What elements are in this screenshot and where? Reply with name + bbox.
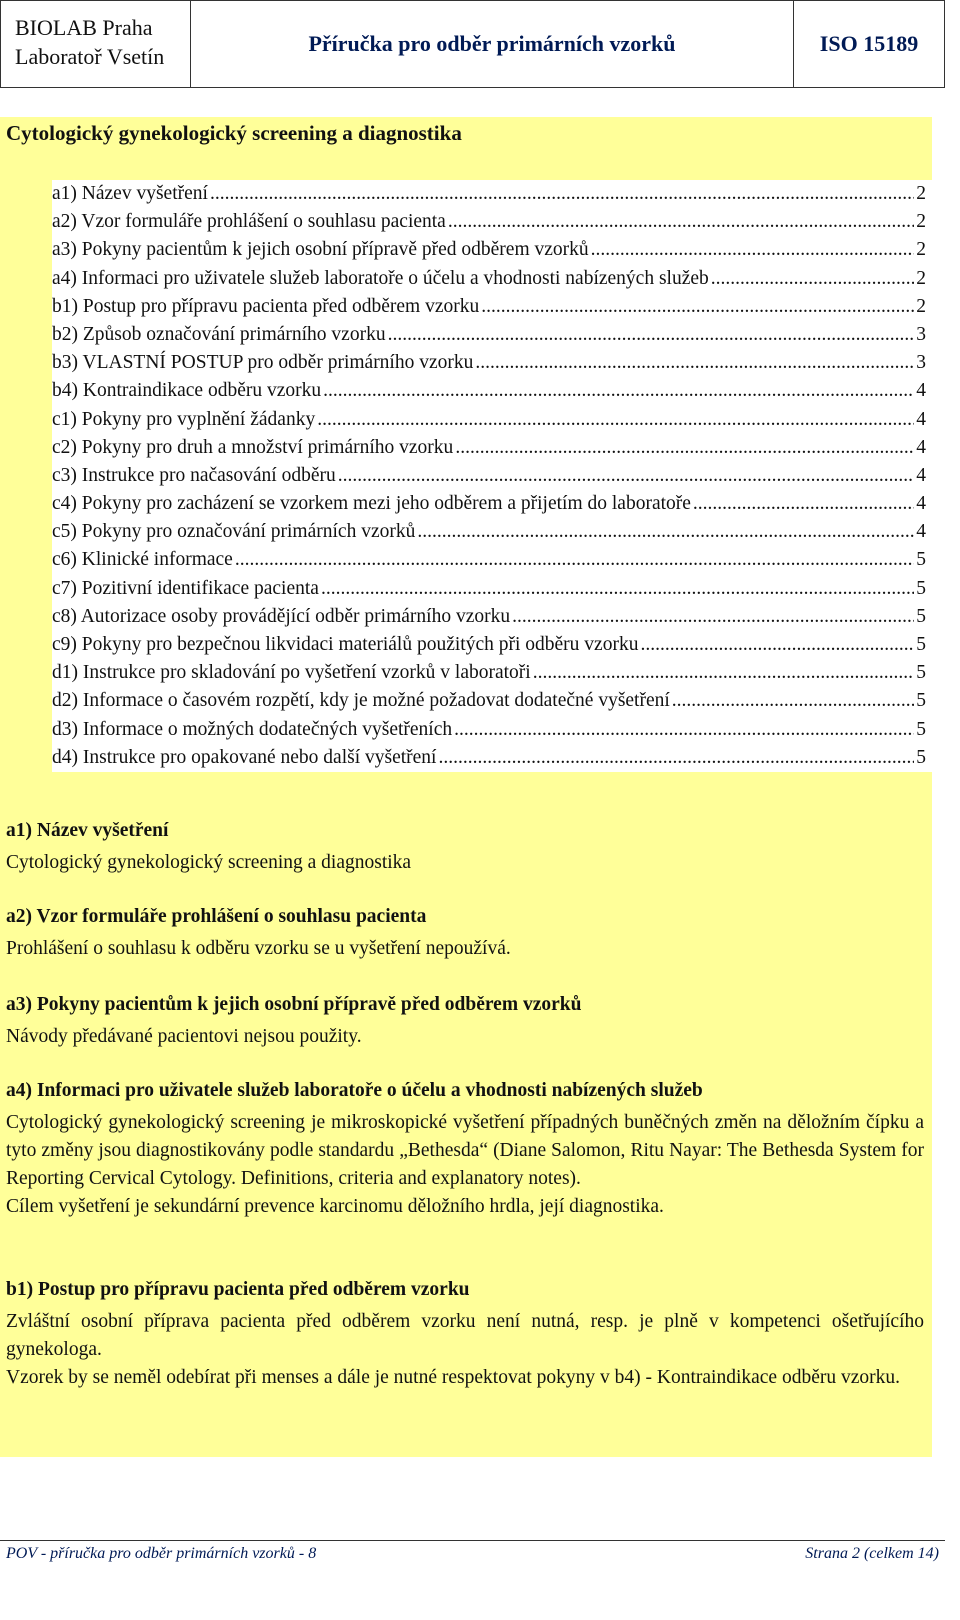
toc-item[interactable] — [52, 236, 932, 264]
toc-item[interactable] — [52, 687, 932, 715]
toc-item-page: 4 — [916, 493, 926, 515]
toc-item[interactable] — [52, 349, 932, 377]
toc-leader-dots — [454, 716, 914, 744]
toc-leader-dots — [591, 236, 914, 264]
toc-item[interactable] — [52, 293, 932, 321]
toc-leader-dots — [711, 265, 914, 293]
toc-leader-dots — [640, 631, 914, 659]
toc-item[interactable] — [52, 744, 932, 772]
toc-item[interactable] — [52, 716, 932, 744]
content-area — [0, 117, 932, 1457]
toc-item[interactable] — [52, 265, 932, 293]
toc-leader-dots — [481, 293, 914, 321]
section-a3 — [6, 991, 924, 1051]
toc-item-page: 5 — [916, 690, 926, 712]
toc-item-page: 5 — [916, 662, 926, 684]
toc-item-label: c6) Klinické informace — [52, 549, 233, 571]
heading-a2: a2) Vzor formuláře prohlášení o souhlasu pacienta — [6, 906, 427, 927]
text-b1-1: Zvláštní osobní příprava pacienta před odběrem vzorku není nutná, resp. je plně v kompetenci ošetřujícího gynekologa. — [6, 1311, 924, 1360]
toc-leader-dots — [693, 490, 914, 518]
toc-item-label: a2) Vzor formuláře prohlášení o souhlasu pacienta — [52, 211, 446, 233]
toc-leader-dots — [533, 659, 914, 687]
toc-item-page: 5 — [916, 634, 926, 655]
toc-item[interactable] — [52, 406, 932, 434]
toc-leader-dots — [321, 575, 914, 603]
toc-item-label: c9) Pokyny pro bezpečnou likvidaci materiálů použitých při odběru vzorku — [52, 634, 639, 655]
toc-item[interactable] — [52, 631, 932, 659]
toc-item[interactable] — [52, 434, 932, 462]
text-a3: Návody předávané pacientovi nejsou použity. — [6, 1026, 362, 1047]
toc-item[interactable] — [52, 490, 932, 518]
toc-item-label: b3) VLASTNÍ POSTUP pro odběr primárního vzorku — [52, 352, 474, 374]
toc-item-page: 3 — [916, 352, 926, 374]
document-header — [0, 0, 945, 88]
toc-leader-dots — [210, 180, 914, 208]
toc-item[interactable] — [52, 462, 932, 490]
heading-a1: a1) Název vyšetření — [6, 820, 169, 841]
toc-item-page: 2 — [916, 183, 926, 204]
toc-item-label: c4) Pokyny pro zacházení se vzorkem mezi jeho odběrem a přijetím do laboratoře — [52, 493, 691, 515]
lab-name — [1, 1, 191, 87]
toc-item-label: a3) Pokyny pacientům k jejich osobní přípravě před odběrem vzorků — [52, 239, 589, 261]
heading-a4: a4) Informaci pro uživatele služeb laboratoře o účelu a vhodnosti nabízených služeb — [6, 1080, 703, 1101]
toc-item-page: 2 — [916, 267, 926, 289]
toc-item[interactable] — [52, 603, 932, 631]
footer-left: POV - příručka pro odběr primárních vzorků - 8 — [6, 1545, 317, 1562]
text-a4-2: Cílem vyšetření je sekundární prevence karcinomu děložního hrdla, její diagnostika. — [6, 1196, 664, 1217]
toc-leader-dots — [338, 462, 914, 490]
toc-item-label: c3) Instrukce pro načasování odběru — [52, 464, 336, 486]
toc-item-label: b2) Způsob označování primárního vzorku — [52, 323, 386, 345]
toc-leader-dots — [388, 321, 914, 349]
toc-item-page: 5 — [916, 577, 926, 599]
toc-item-page: 4 — [916, 521, 926, 543]
lab-name-line2: Laboratoř Vsetín — [15, 44, 165, 69]
toc-item[interactable] — [52, 208, 932, 236]
document-footer — [0, 1540, 945, 1563]
document-title: Příručka pro odběr primárních vzorků — [191, 1, 794, 87]
toc-item-label: d1) Instrukce pro skladování po vyšetření vzorků v laboratoři — [52, 662, 531, 684]
toc-item-page: 5 — [916, 746, 926, 768]
toc-item[interactable] — [52, 180, 932, 208]
section-a4 — [6, 1077, 924, 1221]
text-a2: Prohlášení o souhlasu k odběru vzorku se u vyšetření nepoužívá. — [6, 938, 511, 959]
toc-item-label: b1) Postup pro přípravu pacienta před odběrem vzorku — [52, 295, 480, 317]
table-of-contents — [52, 180, 932, 772]
toc-item[interactable] — [52, 546, 932, 574]
toc-item-page: 4 — [916, 408, 926, 430]
toc-item-page: 2 — [916, 211, 926, 233]
toc-item-page: 4 — [916, 380, 926, 402]
toc-item-label: d2) Informace o časovém rozpětí, kdy je možné požadovat dodatečné vyšetření — [52, 690, 670, 712]
toc-item[interactable] — [52, 377, 932, 405]
toc-item-page: 5 — [916, 718, 926, 740]
lab-name-line1: BIOLAB Praha — [15, 15, 153, 40]
toc-leader-dots — [448, 208, 914, 236]
text-a1: Cytologický gynekologický screening a diagnostika — [6, 852, 412, 873]
toc-item-page: 4 — [916, 464, 926, 486]
text-b1-2: Vzorek by se neměl odebírat při menses a dále je nutné respektovat pokyny v b4) - Kontraindikace odběru vzorku. — [6, 1367, 901, 1388]
toc-item-label: c8) Autorizace osoby provádějící odběr primárního vzorku — [52, 605, 511, 627]
toc-item[interactable] — [52, 321, 932, 349]
toc-item[interactable] — [52, 575, 932, 603]
toc-leader-dots — [475, 349, 914, 377]
toc-item-page: 2 — [916, 239, 926, 261]
section-b1 — [6, 1276, 924, 1392]
toc-item-label: c5) Pokyny pro označování primárních vzorků — [52, 521, 416, 543]
toc-item-label: a4) Informaci pro uživatele služeb laboratoře o účelu a vhodnosti nabízených služeb — [52, 267, 709, 289]
toc-item-page: 3 — [916, 323, 926, 345]
toc-item-label: c7) Pozitivní identifikace pacienta — [52, 577, 319, 599]
toc-item[interactable] — [52, 659, 932, 687]
toc-item-label: c2) Pokyny pro druh a množství primárního vzorku — [52, 436, 454, 458]
iso-label: ISO 15189 — [819, 31, 919, 56]
section-title: Cytologický gynekologický screening a diagnostika — [6, 121, 462, 145]
toc-item-page: 5 — [916, 549, 926, 571]
toc-leader-dots — [417, 518, 914, 546]
toc-item-label: d3) Informace o možných dodatečných vyšetřeních — [52, 718, 453, 740]
footer-page-number: Strana 2 (celkem 14) — [805, 1545, 939, 1562]
toc-leader-dots — [455, 434, 914, 462]
text-a4-1: Cytologický gynekologický screening je mikroskopické vyšetření případných buněčných změn na děložním čípku a tyto změny jsou diagnostikovány podle standardu „Bethesda“ (Diane Salomon, Ritu Nayar: The Bethesda System for Reporting Cervical Cytology. Definitions, criteria and explanatory notes). — [6, 1112, 924, 1189]
toc-leader-dots — [438, 744, 914, 772]
heading-b1: b1) Postup pro přípravu pacienta před odběrem vzorku — [6, 1279, 470, 1300]
toc-item[interactable] — [52, 518, 932, 546]
toc-leader-dots — [323, 377, 914, 405]
toc-item-label: a1) Název vyšetření — [52, 183, 208, 204]
toc-item-page: 5 — [916, 605, 926, 627]
toc-leader-dots — [512, 603, 914, 631]
toc-item-page: 4 — [916, 436, 926, 458]
toc-item-page: 2 — [916, 295, 926, 317]
toc-item-label: c1) Pokyny pro vyplnění žádanky — [52, 408, 316, 430]
section-a1 — [6, 817, 924, 877]
heading-a3: a3) Pokyny pacientům k jejich osobní přípravě před odběrem vzorků — [6, 994, 582, 1015]
toc-item-label: d4) Instrukce pro opakované nebo další vyšetření — [52, 746, 437, 768]
toc-leader-dots — [672, 687, 914, 715]
toc-leader-dots — [317, 406, 914, 434]
section-a2 — [6, 903, 924, 963]
toc-leader-dots — [235, 546, 914, 574]
toc-item-label: b4) Kontraindikace odběru vzorku — [52, 380, 322, 402]
